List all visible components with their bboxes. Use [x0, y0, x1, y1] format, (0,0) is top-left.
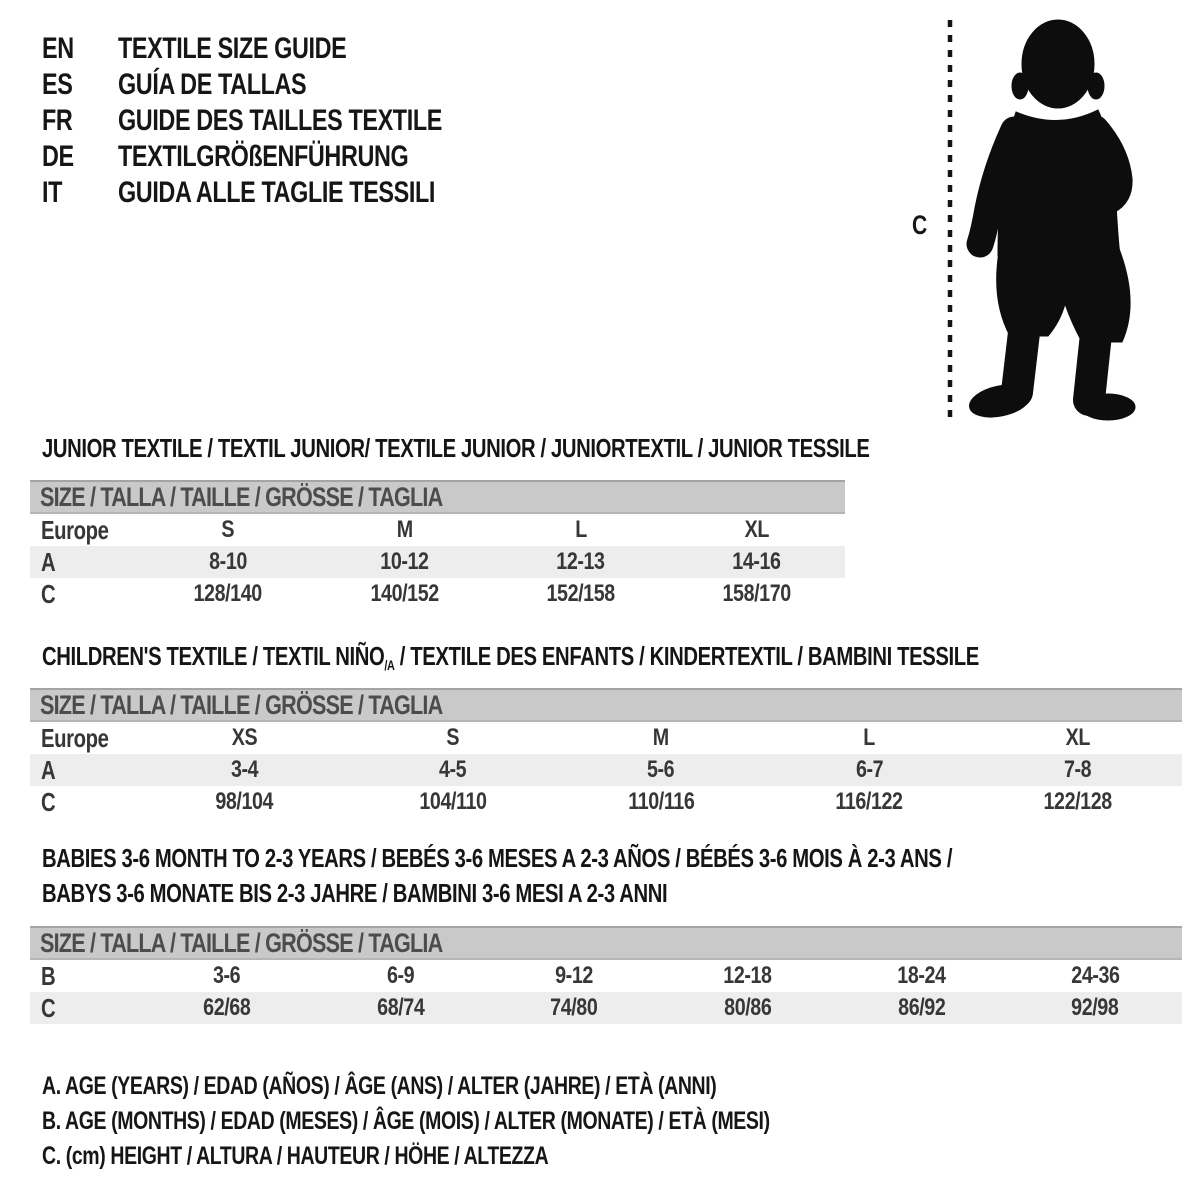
table-cell: 3-4: [230, 756, 258, 783]
row-label: Europe: [41, 514, 109, 545]
table-cell: 10-12: [380, 548, 429, 575]
table-cell: M: [396, 516, 413, 543]
table-cell: 80/86: [724, 994, 772, 1021]
table-row-europe: [30, 722, 1182, 754]
language-row-fr: [42, 103, 533, 139]
table-cell: S: [446, 724, 459, 751]
size-header-bar: [30, 926, 1182, 960]
language-title: TEXTILGRÖßENFÜHRUNG: [118, 140, 409, 173]
table-cell: 158/170: [722, 580, 792, 607]
table-cell: XS: [231, 724, 257, 751]
children-size-table: [30, 688, 1182, 818]
table-row-age: [30, 546, 845, 578]
table-cell: 12-18: [723, 962, 772, 989]
table-cell: 3-6: [213, 962, 241, 989]
table-row-months: [30, 960, 1182, 992]
row-label: Europe: [41, 722, 109, 753]
table-row-europe: [30, 514, 845, 546]
legend-line-a: [42, 1072, 975, 1107]
junior-size-table: [30, 480, 845, 610]
children-title-pre: CHILDREN'S TEXTILE / TEXTIL NIÑO: [42, 641, 385, 671]
language-code: ES: [42, 68, 73, 101]
language-code: EN: [42, 32, 74, 65]
table-row-height: [30, 786, 1182, 818]
table-cell: 12-13: [556, 548, 605, 575]
language-row-en: [42, 31, 533, 67]
table-cell: 4-5: [439, 756, 467, 783]
legend-line-b-text: B. AGE (MONTHS) / EDAD (MESES) / ÂGE (MOIS) / ALTER (MONATE) / ETÀ (MESI): [42, 1107, 770, 1135]
babies-size-table: [30, 926, 1182, 1024]
size-header-label: SIZE / TALLA / TAILLE / GRÖSSE / TAGLIA: [40, 927, 443, 958]
table-cell: XL: [1065, 724, 1090, 751]
language-code: IT: [42, 176, 63, 209]
language-row-es: [42, 67, 533, 103]
size-header-bar: [30, 480, 845, 514]
language-title: GUIDA ALLE TAGLIE TESSILI: [118, 176, 435, 209]
row-label: A: [41, 754, 56, 785]
legend-line-a-text: A. AGE (YEARS) / EDAD (AÑOS) / ÂGE (ANS) / ALTER (JAHRE) / ETÀ (ANNI): [42, 1072, 717, 1100]
children-title-post: / TEXTILE DES ENFANTS / KINDERTEXTIL / BAMBINI TESSILE: [394, 641, 979, 671]
table-cell: 140/152: [370, 580, 439, 607]
row-label: C: [41, 578, 56, 609]
toddler-silhouette-body: [967, 20, 1135, 422]
language-row-de: [42, 139, 533, 175]
size-header-label: SIZE / TALLA / TAILLE / GRÖSSE / TAGLIA: [40, 481, 443, 512]
row-label: C: [41, 786, 56, 817]
row-label: A: [41, 546, 56, 577]
table-row-height: [30, 578, 845, 610]
babies-title-line2-text: BABYS 3-6 MONATE BIS 2-3 JAHRE / BAMBINI 3-6 MESI A 2-3 ANNI: [42, 878, 668, 908]
table-cell: 110/116: [627, 788, 695, 815]
table-cell: 14-16: [732, 548, 782, 575]
language-title: GUÍA DE TALLAS: [118, 68, 307, 101]
table-cell: 92/98: [1071, 994, 1119, 1021]
table-cell: M: [653, 724, 670, 751]
table-cell: 104/110: [419, 788, 487, 815]
table-row-height: [30, 992, 1182, 1024]
language-header: [42, 31, 533, 211]
table-cell: 18-24: [897, 962, 946, 989]
table-cell: 6-9: [386, 962, 415, 989]
size-header-label: SIZE / TALLA / TAILLE / GRÖSSE / TAGLIA: [40, 689, 443, 720]
language-code: DE: [42, 140, 74, 173]
table-cell: S: [221, 516, 235, 543]
row-label: B: [41, 960, 56, 991]
language-code: FR: [42, 104, 73, 137]
table-cell: L: [574, 516, 587, 543]
table-cell: 152/158: [546, 580, 615, 607]
table-cell: 8-10: [209, 548, 247, 575]
language-row-it: [42, 175, 533, 211]
row-label: C: [41, 992, 56, 1023]
table-cell: 62/68: [203, 994, 251, 1021]
table-cell: 86/92: [897, 994, 946, 1021]
size-header-bar: [30, 688, 1182, 722]
toddler-silhouette-icon: [898, 4, 1145, 424]
legend: [42, 1072, 975, 1177]
table-cell: L: [863, 724, 876, 751]
children-section-title: [42, 641, 1200, 673]
table-cell: 7-8: [1064, 756, 1092, 783]
babies-section-title-line1: [42, 843, 1200, 874]
children-title-sub: /A: [384, 657, 395, 673]
table-row-age: [30, 754, 1182, 786]
height-label: C: [912, 210, 927, 240]
language-title: TEXTILE SIZE GUIDE: [118, 32, 347, 65]
table-cell: 9-12: [555, 962, 594, 989]
height-figure: [898, 4, 1145, 424]
table-cell: XL: [744, 516, 770, 543]
babies-title-line1-text: BABIES 3-6 MONTH TO 2-3 YEARS / BEBÉS 3-6 MESES A 2-3 AÑOS / BÉBÉS 3-6 MOIS À 2-3 ANS /: [42, 843, 953, 873]
children-section-title-text: [42, 641, 979, 673]
table-cell: 122/128: [1043, 788, 1112, 815]
legend-line-c: [42, 1142, 975, 1177]
table-cell: 5-6: [647, 756, 675, 783]
language-title: GUIDE DES TAILLES TEXTILE: [118, 104, 442, 137]
table-cell: 6-7: [855, 756, 884, 783]
table-cell: 128/140: [193, 580, 263, 607]
legend-line-c-text: C. (cm) HEIGHT / ALTURA / HAUTEUR / HÖHE / ALTEZZA: [42, 1142, 549, 1170]
table-cell: 68/74: [376, 994, 425, 1021]
table-cell: 98/104: [215, 788, 274, 815]
table-cell: 74/80: [550, 994, 598, 1021]
table-cell: 116/122: [835, 788, 904, 815]
babies-section-title-line2: [42, 878, 844, 909]
legend-line-b: [42, 1107, 975, 1142]
table-cell: 24-36: [1071, 962, 1120, 989]
junior-section-title: [42, 433, 1103, 464]
junior-section-title-text: JUNIOR TEXTILE / TEXTIL JUNIOR/ TEXTILE JUNIOR / JUNIORTEXTIL / JUNIOR TESSILE: [42, 433, 870, 463]
